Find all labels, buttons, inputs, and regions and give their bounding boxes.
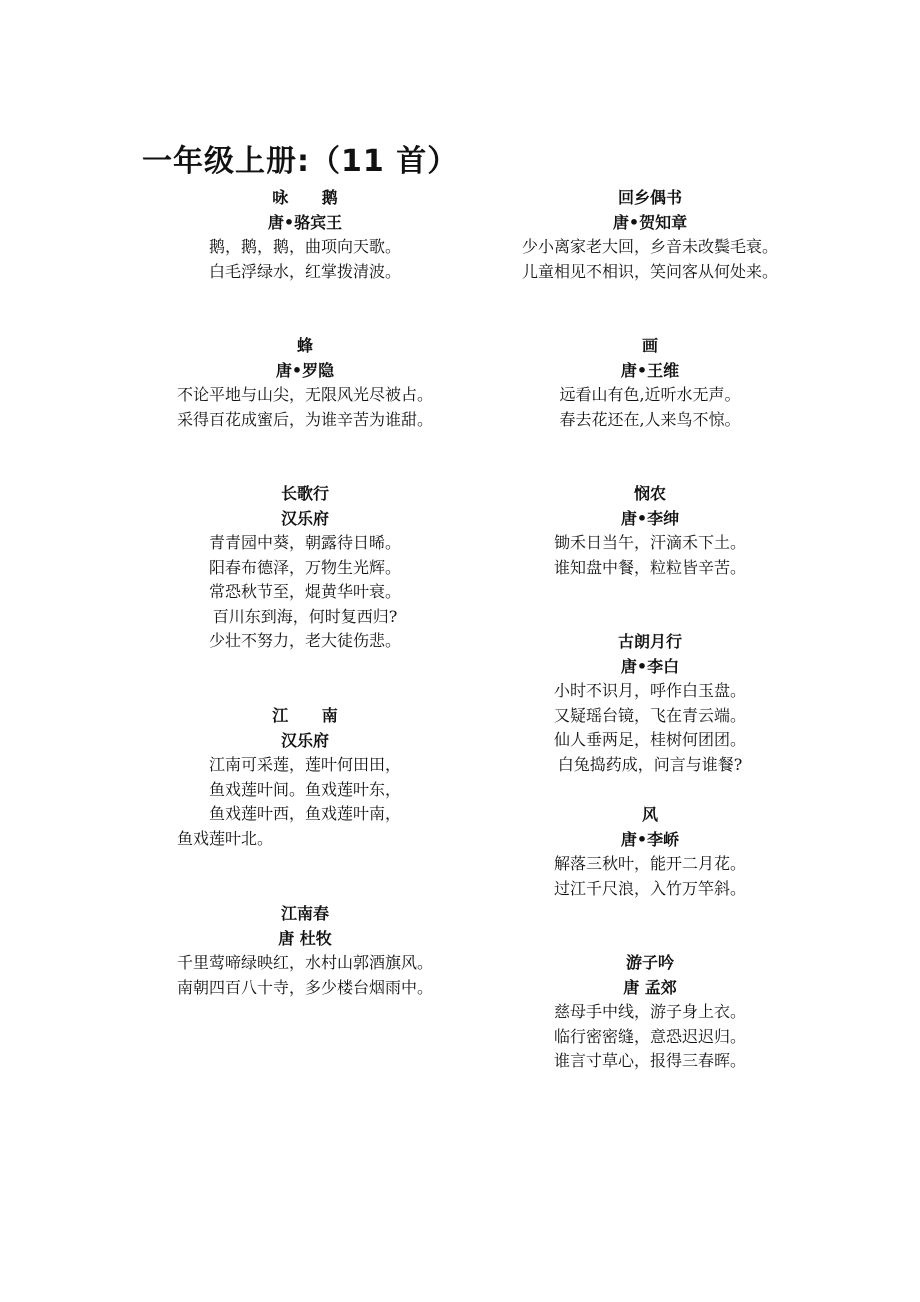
poem-line: 又疑瑶台镜，飞在青云端。 (553, 705, 746, 725)
poem-line: 阳春布德泽，万物生光辉。 (208, 557, 401, 577)
poem-jiang-nan (140, 704, 470, 851)
poem-title: 蜂 (296, 336, 313, 355)
poem-line: 谁言寸草心，报得三春晖。 (553, 1051, 746, 1070)
poem-yong-e (140, 186, 470, 284)
poem-author: 唐•罗隐 (275, 360, 335, 380)
poem-line: 鹅，鹅，鹅，曲项向天歌。 (208, 237, 401, 256)
poem-title: 江南春 (280, 904, 329, 923)
poem-line: 仙人垂两足，桂树何团团。 (553, 730, 746, 749)
poem-line: 采得百花成蜜后，为谁辛苦为谁甜。 (176, 409, 433, 429)
poem-feng-wind (490, 803, 810, 901)
poem-line: 临行密密缝，意恐迟迟归。 (553, 1026, 746, 1046)
poem-line: 江南可采莲，莲叶何田田， (208, 755, 401, 774)
poem-title: 古朗月行 (617, 632, 682, 651)
poem-line: 常恐秋节至，焜黄华叶衰。 (208, 582, 401, 601)
poem-author: 唐•李白 (620, 656, 680, 676)
poem-line: 不论平地与山尖，无限风光尽被占。 (176, 385, 433, 404)
poem-line: 白兔捣药成，问言与谁餐? (557, 754, 743, 774)
poem-line: 小时不识月，呼作白玉盘。 (553, 681, 746, 700)
poem-line: 谁知盘中餐，粒粒皆辛苦。 (553, 557, 746, 577)
poem-author: 汉乐府 (280, 508, 329, 528)
poem-title: 画 (641, 336, 658, 355)
poem-title: 长歌行 (280, 484, 329, 503)
poem-author: 唐•王维 (620, 360, 680, 380)
poem-line: 少小离家老大回，乡音未改鬓毛衰。 (521, 237, 778, 256)
poem-line: 鱼戏莲叶西，鱼戏莲叶南， (208, 804, 401, 823)
poem-title: 风 (641, 805, 658, 824)
poem-line: 过江千尺浪，入竹万竿斜。 (553, 878, 746, 898)
poem-line: 远看山有色,近听水无声。 (559, 385, 741, 404)
poem-author: 唐 孟郊 (623, 977, 677, 997)
poem-line: 南朝四百八十寺，多少楼台烟雨中。 (176, 977, 433, 997)
poem-line: 青青园中葵，朝露待日晞。 (208, 533, 401, 552)
poem-hui-xiang-ou-shu (490, 186, 810, 284)
poem-line: 白毛浮绿水，红掌拨清波。 (208, 261, 401, 281)
poem-line: 锄禾日当午，汗滴禾下土。 (553, 533, 746, 552)
poem-chang-ge-xing (140, 482, 470, 654)
poem-author: 唐•骆宾王 (267, 212, 343, 232)
poem-author: 汉乐府 (280, 730, 329, 750)
poem-title: 江 南 (272, 706, 352, 725)
poem-author: 唐•李绅 (620, 508, 680, 528)
poem-hua (490, 334, 810, 432)
poem-author: 唐 杜牧 (278, 928, 332, 948)
poem-line: 鱼戏莲叶间。鱼戏莲叶东， (208, 779, 401, 799)
poem-author: 唐•李峤 (620, 829, 680, 849)
poem-title: 游子吟 (625, 953, 674, 972)
poem-line: 千里莺啼绿映红，水村山郭酒旗风。 (176, 953, 433, 972)
poem-title: 悯农 (633, 484, 666, 503)
poem-title: 咏 鹅 (272, 188, 352, 207)
poem-line: 春去花还在,人来鸟不惊。 (559, 409, 741, 429)
poem-jiang-nan-chun (140, 902, 470, 1000)
poem-line: 鱼戏莲叶北。 (177, 828, 274, 848)
poem-title: 回乡偶书 (617, 188, 682, 207)
poem-feng-bee (140, 334, 470, 432)
poem-line: 儿童相见不相识，笑问客从何处来。 (521, 261, 778, 281)
poem-line: 解落三秋叶，能开二月花。 (553, 854, 746, 873)
poem-min-nong (490, 482, 810, 580)
poem-line: 少壮不努力，老大徒伤悲。 (208, 631, 401, 650)
poem-line: 慈母手中线，游子身上衣。 (553, 1002, 746, 1021)
poem-gu-lang-yue-xing (490, 630, 810, 777)
poem-you-zi-yin (490, 951, 810, 1074)
poem-line: 百川东到海，何时复西归? (212, 606, 398, 626)
page-title: 一年级上册:（11 首） (142, 144, 459, 179)
poem-author: 唐•贺知章 (612, 212, 688, 232)
